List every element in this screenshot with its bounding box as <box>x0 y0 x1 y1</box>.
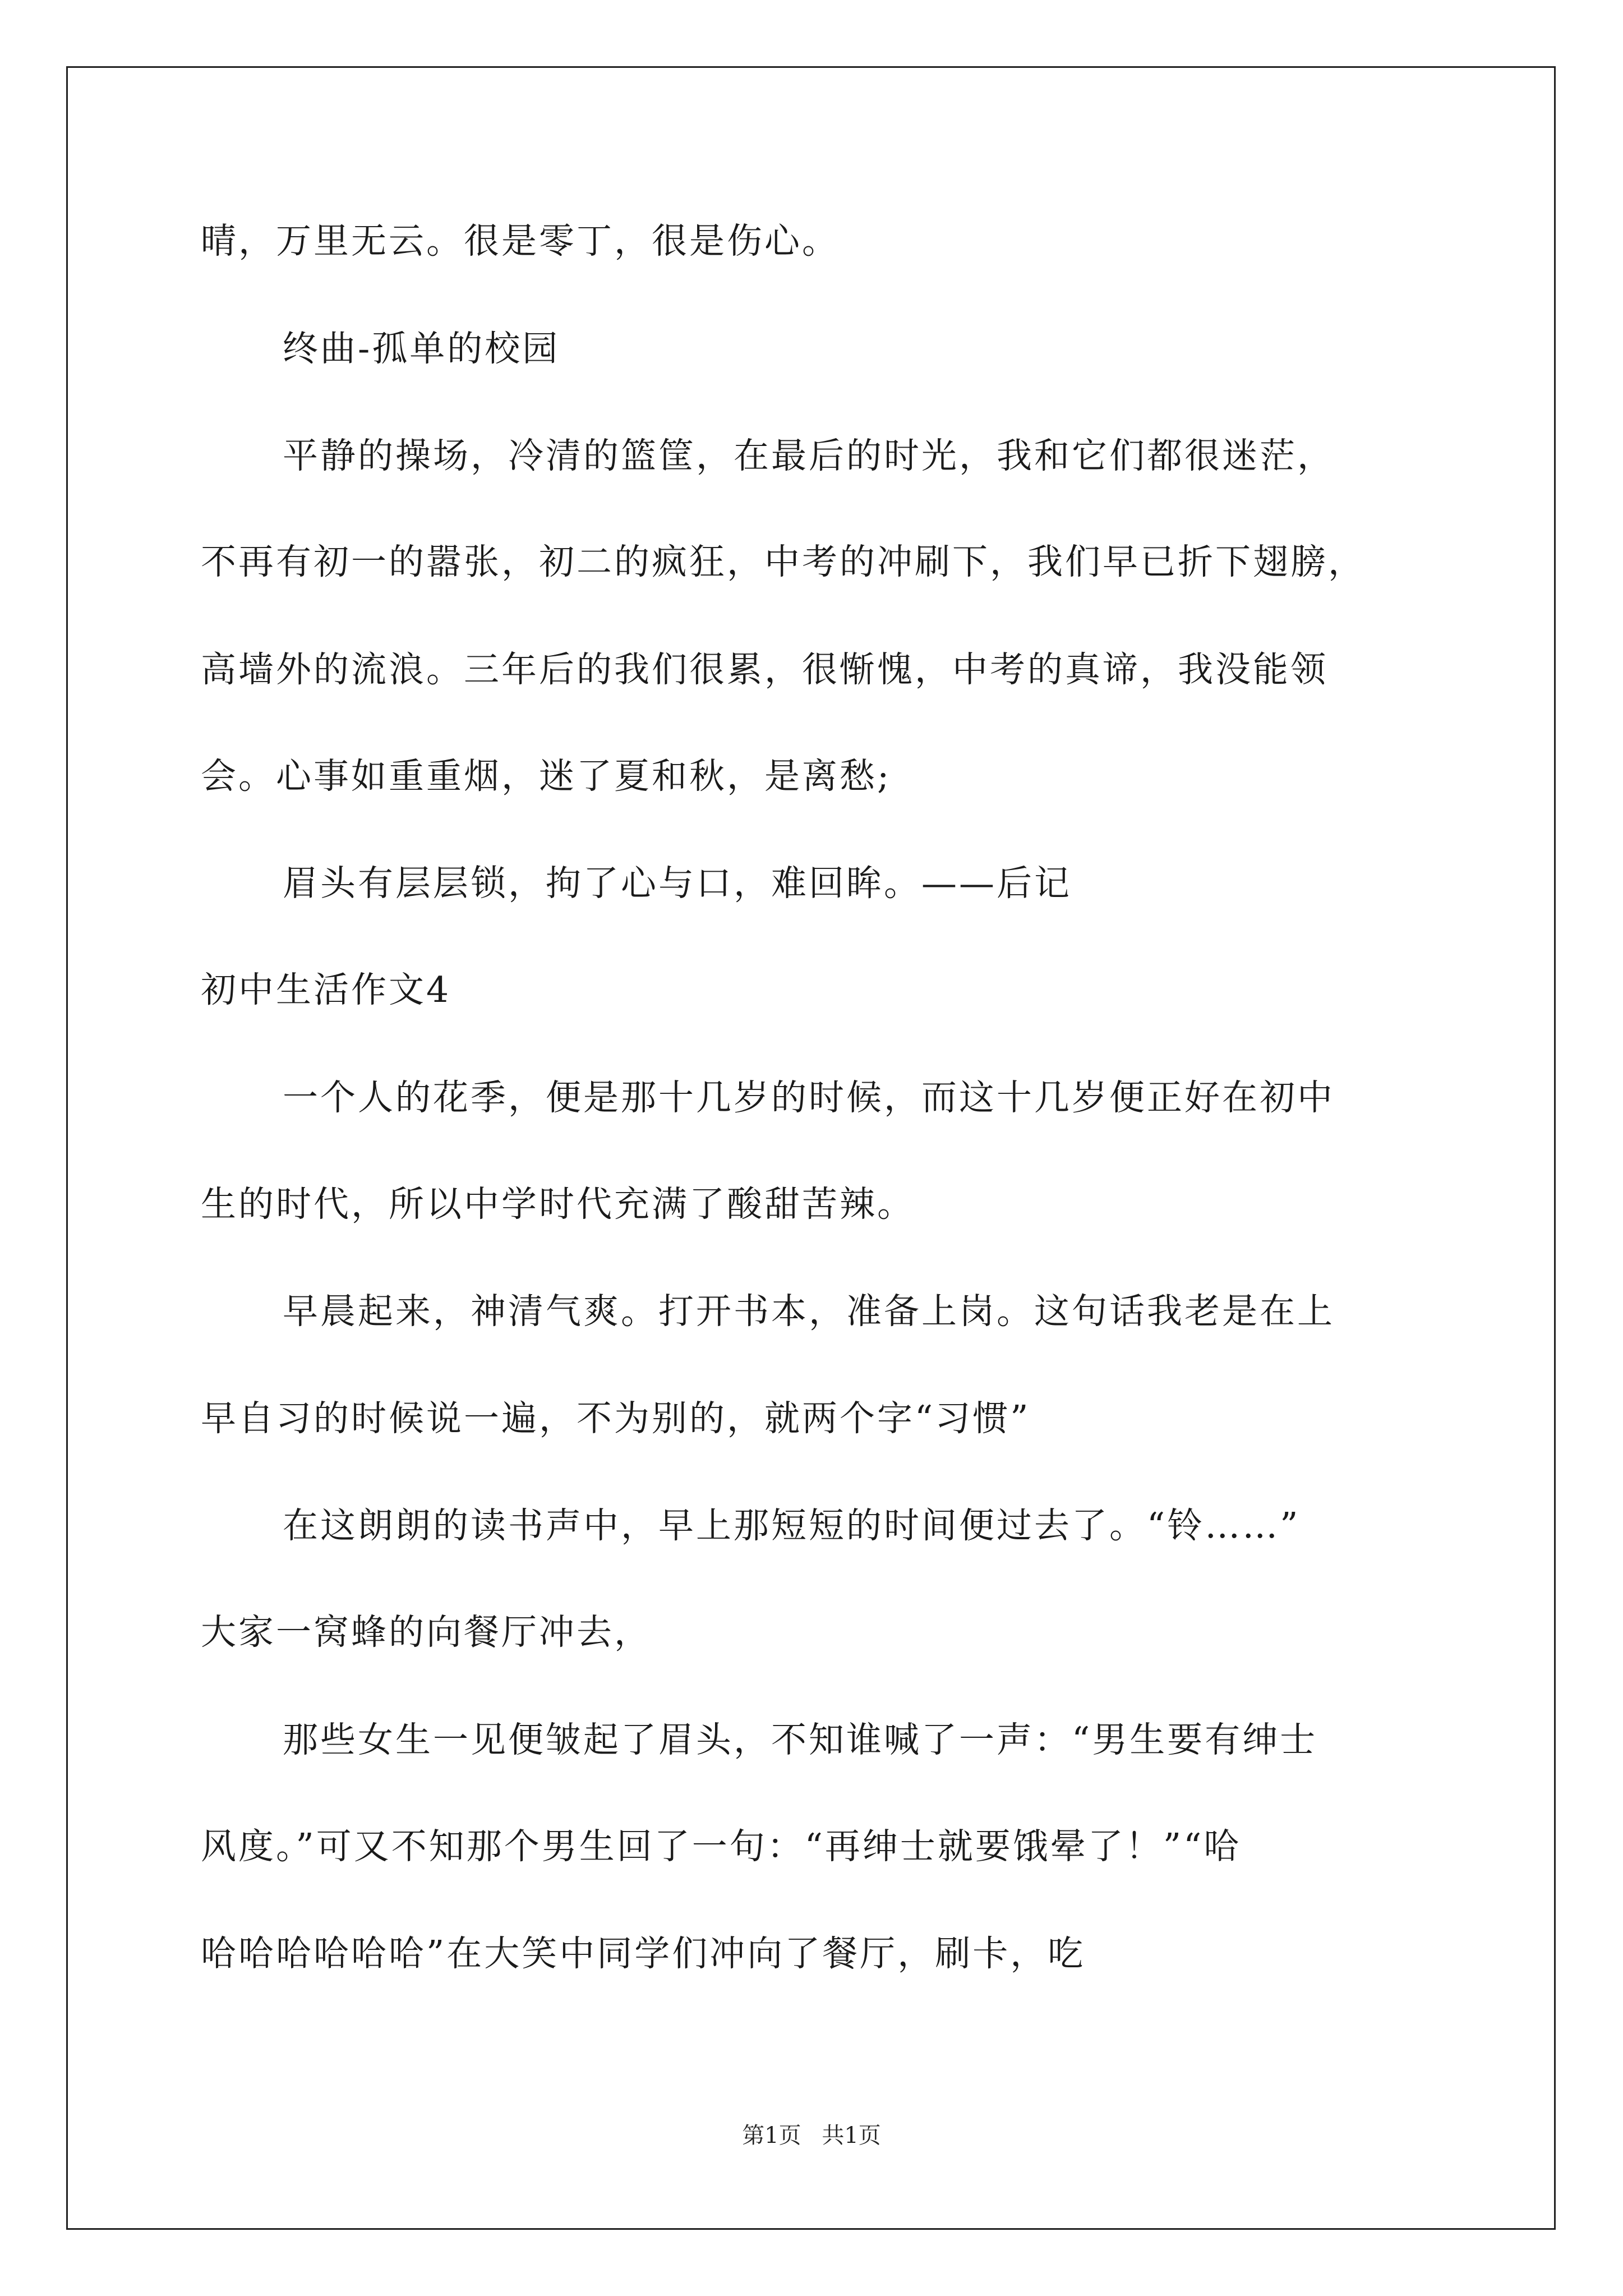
paragraph-line: 一个人的花季，便是那十几岁的时候，而这十几岁便正好在初中 <box>283 1077 1335 1118</box>
page-border <box>66 66 1556 2230</box>
paragraph-line: 哈哈哈哈哈哈”在大笑中同学们冲向了餐厅，刷卡，吃 <box>201 1933 1086 1974</box>
paragraph-line: 平静的操场，冷清的篮筐，在最后的时光，我和它们都很迷茫， <box>283 435 1335 476</box>
paragraph-line: 生的时代，所以中学时代充满了酸甜苦辣。 <box>201 1184 915 1225</box>
paragraph-line: 早晨起来，神清气爽。打开书本，准备上岗。这句话我老是在上 <box>283 1291 1335 1332</box>
paragraph-line: 高墙外的流浪。三年后的我们很累，很惭愧，中考的真谛，我没能领 <box>201 649 1328 690</box>
paragraph-line: 风度。”可又不知那个男生回了一句：“再绅士就要饿晕了！”“哈 <box>201 1826 1242 1867</box>
paragraph-line: 会。心事如重重烟，迷了夏和秋，是离愁; <box>201 756 892 797</box>
paragraph-line: 大家一窝蜂的向餐厅冲去， <box>201 1612 652 1653</box>
article-title: 初中生活作文4 <box>201 969 451 1010</box>
page-total: 共1页 <box>822 2123 881 2148</box>
page-footer <box>0 2122 1623 2150</box>
paragraph-line: 晴，万里无云。很是零丁，很是伤心。 <box>201 220 840 261</box>
paragraph-line: 在这朗朗的读书声中，早上那短短的时间便过去了。“铃……” <box>283 1505 1301 1546</box>
paragraph-line: 那些女生一见便皱起了眉头，不知谁喊了一声：“男生要有绅士 <box>283 1719 1318 1760</box>
paragraph-line: 眉头有层层锁，拘了心与口，难回眸。——后记 <box>283 863 1072 904</box>
paragraph-line: 早自习的时候说一遍，不为别的，就两个字“习惯” <box>201 1398 1031 1439</box>
section-heading: 终曲-孤单的校园 <box>283 328 560 369</box>
page-number: 第1页 <box>742 2123 801 2148</box>
paragraph-line: 不再有初一的嚣张，初二的疯狂，中考的冲刷下，我们早已折下翅膀， <box>201 541 1366 582</box>
